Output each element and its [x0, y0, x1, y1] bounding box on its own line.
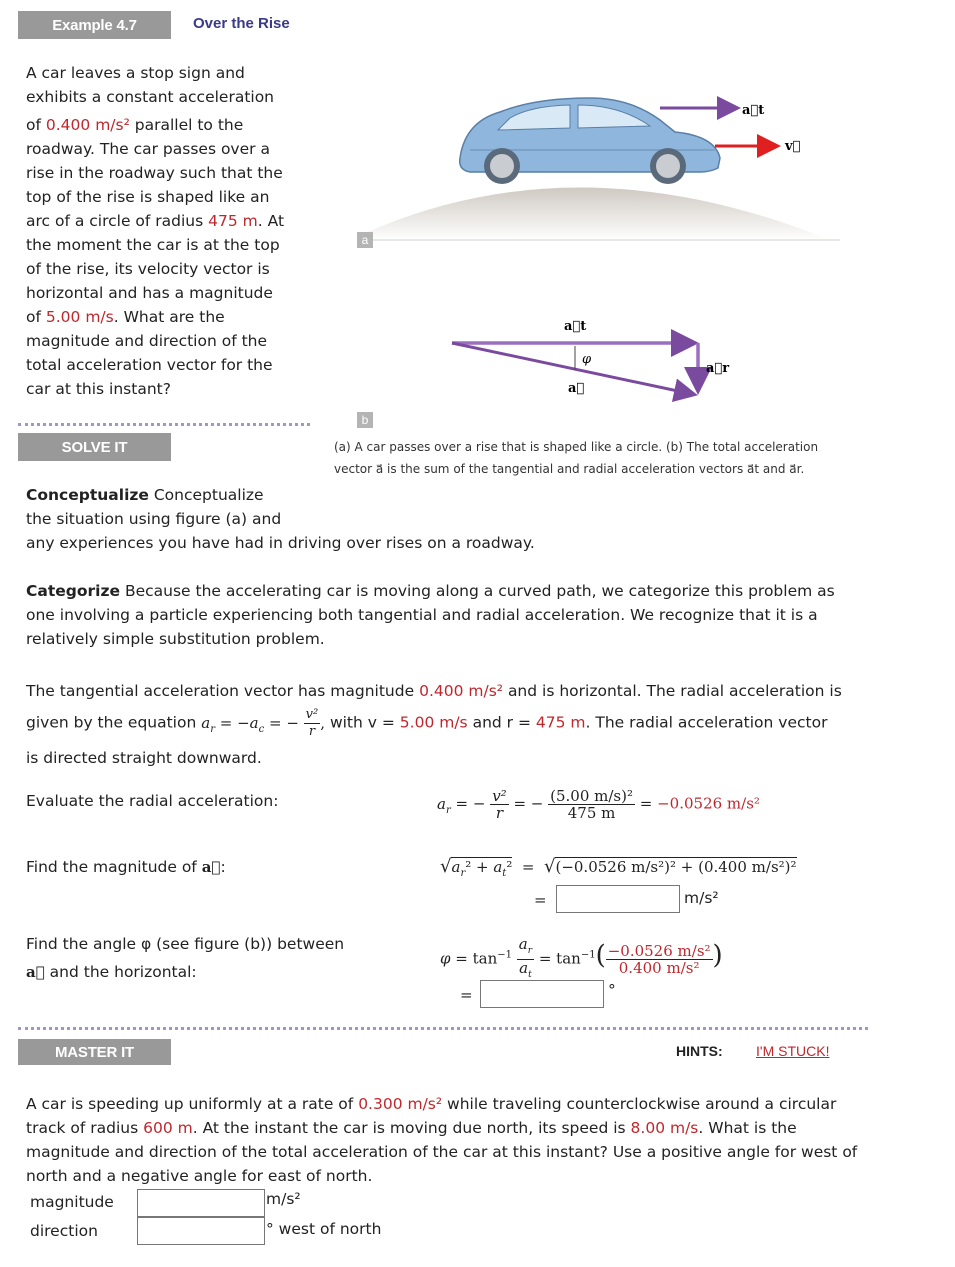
conceptualize-section: Conceptualize Conceptualize the situation using figure (a) and any experiences you have had in driving over rises on a roadway. [26, 486, 535, 552]
eval-radial-equation: $a_r$ = − $\frac{\text{v²}}{r}$ = − $\frac{\text{(5.00 m/s)²}}{475 m}$ = −0.0526 m/s² [437, 787, 760, 822]
master-it-tab: MASTER IT [18, 1039, 171, 1065]
direction-field-label: direction [30, 1222, 98, 1240]
master-direction-unit: ° west of north [266, 1220, 382, 1238]
example-tab: Example 4.7 [18, 11, 171, 39]
example-title: Over the Rise [193, 15, 290, 32]
solve-it-tab: SOLVE IT [18, 433, 171, 461]
figure-b [440, 300, 740, 410]
magnitude-answer-input[interactable] [556, 885, 680, 913]
label-ar: a⃗r [706, 361, 730, 376]
figure-b-label: b [357, 412, 373, 428]
master-magnitude-unit: m/s² [266, 1190, 301, 1208]
figure-caption: (a) A car passes over a rise that is shaped like a circle. (b) The total acceleration vector a⃗ is the sum of the tangential and radial acceleration vectors a⃗t and a⃗r. [334, 440, 819, 476]
car-illustration [460, 98, 720, 184]
master-magnitude-input[interactable] [137, 1189, 265, 1217]
magnitude-unit: m/s² [684, 889, 719, 907]
angle-answer-input[interactable] [480, 980, 604, 1008]
label-at-a: a⃗t [742, 103, 765, 118]
figure-a-label: a [357, 232, 373, 248]
angle-label: Find the angle φ (see figure (b)) between a⃗ and the horizontal: [26, 935, 345, 981]
angle-unit: ° [608, 981, 616, 999]
figure-a [330, 80, 850, 260]
im-stuck-link[interactable]: I'M STUCK! [756, 1043, 830, 1059]
equals-sign-2: = [460, 986, 473, 1004]
analyze-section: The tangential acceleration vector has magnitude 0.400 m/s² and is horizontal. The radial acceleration is given by the equation $a_r = -a_c$ = − $\frac{\text{v²}}{r}$ , with v = 5.00 m/s and r = 475 m. The radial acceleration vector is directed straight downward. [26, 682, 842, 767]
magnitude-label: Find the magnitude of a⃗: [26, 858, 226, 876]
label-at-b: a⃗t [564, 319, 587, 334]
magnitude-field-label: magnitude [30, 1193, 114, 1211]
label-phi: φ [582, 352, 592, 367]
categorize-section: Categorize Because the accelerating car is moving along a curved path, we categorize this problem as one involving a particle experiencing both tangential and radial acceleration. We recognize that it is a relatively simple substitution problem. [26, 582, 835, 648]
angle-equation: $\varphi = \tan^{-1}$ $\frac{a_r}{a_t}$ = $\tan^{-1}$( $\frac{\text{−0.0526 m/s²}}{\text{0.400 m/s²}}$ ) [440, 935, 723, 980]
label-v: v⃗ [785, 139, 801, 154]
label-a: a⃗ [568, 381, 585, 396]
problem-statement: A car leaves a stop sign and exhibits a constant acceleration of 0.400 m/s² parallel to the roadway. The car passes over a rise in the roadway such that the top of the rise is shaped like an arc of a circle of radius 475 m. At the moment the car is at the top of the rise, its velocity vector is horizontal and has a magnitude of 5.00 m/s. What are the magnitude and direction of the total acceleration vector for the car at this instant? [26, 64, 285, 398]
hill-shape [350, 188, 830, 241]
dotted-divider [18, 423, 310, 426]
magnitude-equation: $√a_r^2 + a_t^2 = √(-0.0526$ m/s²)² + (0.400 m/s²)² [440, 856, 797, 879]
master-problem: A car is speeding up uniformly at a rate of 0.300 m/s² while traveling counterclockwise around a circular track of radius 600 m. At the instant the car is moving due north, its speed is 8.00 m/s. What is the magnitude and direction of the total acceleration of the car at this instant? Use a positive angle for west of north and a negative angle for east of north. [26, 1095, 858, 1185]
eval-radial-label: Evaluate the radial acceleration: [26, 792, 279, 810]
hints-label: HINTS: [676, 1043, 723, 1059]
master-direction-input[interactable] [137, 1217, 265, 1245]
equals-sign: = [534, 891, 547, 909]
dotted-divider-2 [18, 1027, 868, 1030]
